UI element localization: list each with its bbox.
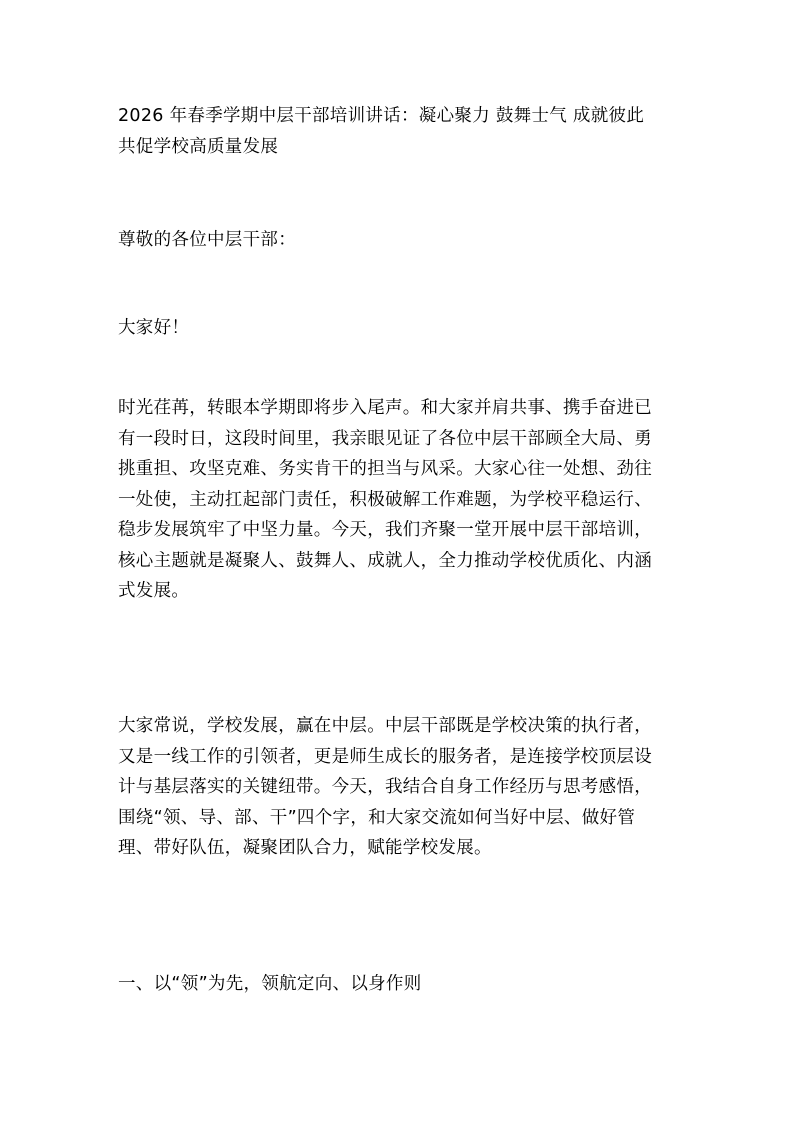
paragraph-line: 计与基层落实的关键纽带。今天，我结合自身工作经历与思考感悟，: [118, 777, 652, 797]
paragraph-line: 核心主题就是凝聚人、鼓舞人、成就人，全力推动学校优质化、内涵: [118, 550, 652, 571]
paragraph-1: [118, 393, 683, 607]
greeting: [118, 313, 683, 344]
paragraph-line: 有一段时日，这段时间里，我亲眼见证了各位中层干部顾全大局、勇: [118, 428, 652, 449]
section-heading: [118, 969, 683, 1000]
title-line: 2026 年春季学期中层干部培训讲话：凝心聚力 鼓舞士气 成就彼此: [118, 106, 645, 126]
paragraph-line: 又是一线工作的引领者，更是师生成长的服务者，是连接学校顶层设: [118, 746, 652, 767]
paragraph-line: 一处使，主动扛起部门责任，积极破解工作难题，为学校平稳运行、: [118, 489, 652, 510]
paragraph-line: 时光荏苒，转眼本学期即将步入尾声。和大家并肩共事、携手奋进已: [118, 398, 652, 418]
salutation: [118, 225, 683, 256]
salutation-text: 尊敬的各位中层干部：: [118, 230, 296, 250]
section-heading-text: 一、以“领”为先，领航定向、以身作则: [118, 974, 422, 994]
document-title: [118, 101, 683, 162]
paragraph-line: 围绕“领、导、部、干”四个字，和大家交流如何当好中层、做好管: [118, 807, 636, 828]
paragraph-line: 式发展。: [118, 581, 190, 601]
title-line: 共促学校高质量发展: [118, 136, 279, 157]
paragraph-line: 稳步发展筑牢了中坚力量。今天，我们齐聚一堂开展中层干部培训，: [118, 520, 652, 540]
greeting-text: 大家好！: [118, 318, 190, 338]
paragraph-line: 理、带好队伍，凝聚团队合力，赋能学校发展。: [118, 838, 492, 858]
paragraph-line: 大家常说，学校发展，赢在中层。中层干部既是学校决策的执行者，: [118, 716, 652, 736]
paragraph-2: [118, 711, 683, 864]
paragraph-line: 挑重担、攻坚克难、务实肯干的担当与风采。大家心往一处想、劲往: [118, 459, 652, 479]
